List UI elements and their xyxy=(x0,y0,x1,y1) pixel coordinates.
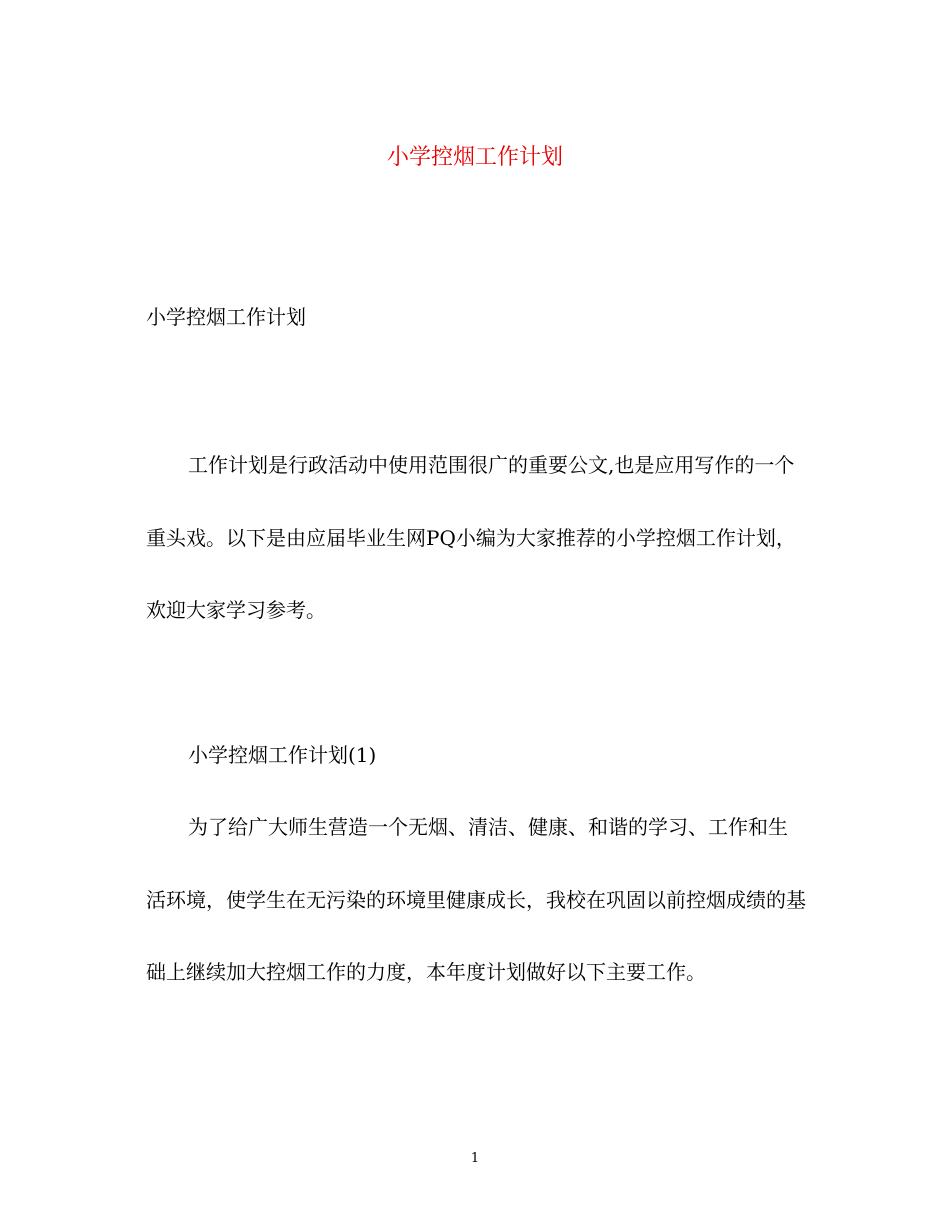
page-number: 1 xyxy=(470,1151,480,1166)
section-paragraph: 为了给广大师生营造一个无烟、清洁、健康、和谐的学习、工作和生活环境，使学生在无污染的环境里健康成长，我校在巩固以前控烟成绩的基础上继续加大控烟工作的力度，本年度计划做好以下主要工作。 xyxy=(146,815,806,984)
document-subtitle: 小学控烟工作计划 xyxy=(146,305,306,329)
section-heading: 小学控烟工作计划(1) xyxy=(188,743,377,767)
document-title: 小学控烟工作计划 xyxy=(386,145,563,170)
intro-paragraph: 工作计划是行政活动中使用范围很广的重要公文,也是应用写作的一个重头戏。以下是由应届毕业生网PQ小编为大家推荐的小学控烟工作计划，欢迎大家学习参考。 xyxy=(146,453,796,622)
